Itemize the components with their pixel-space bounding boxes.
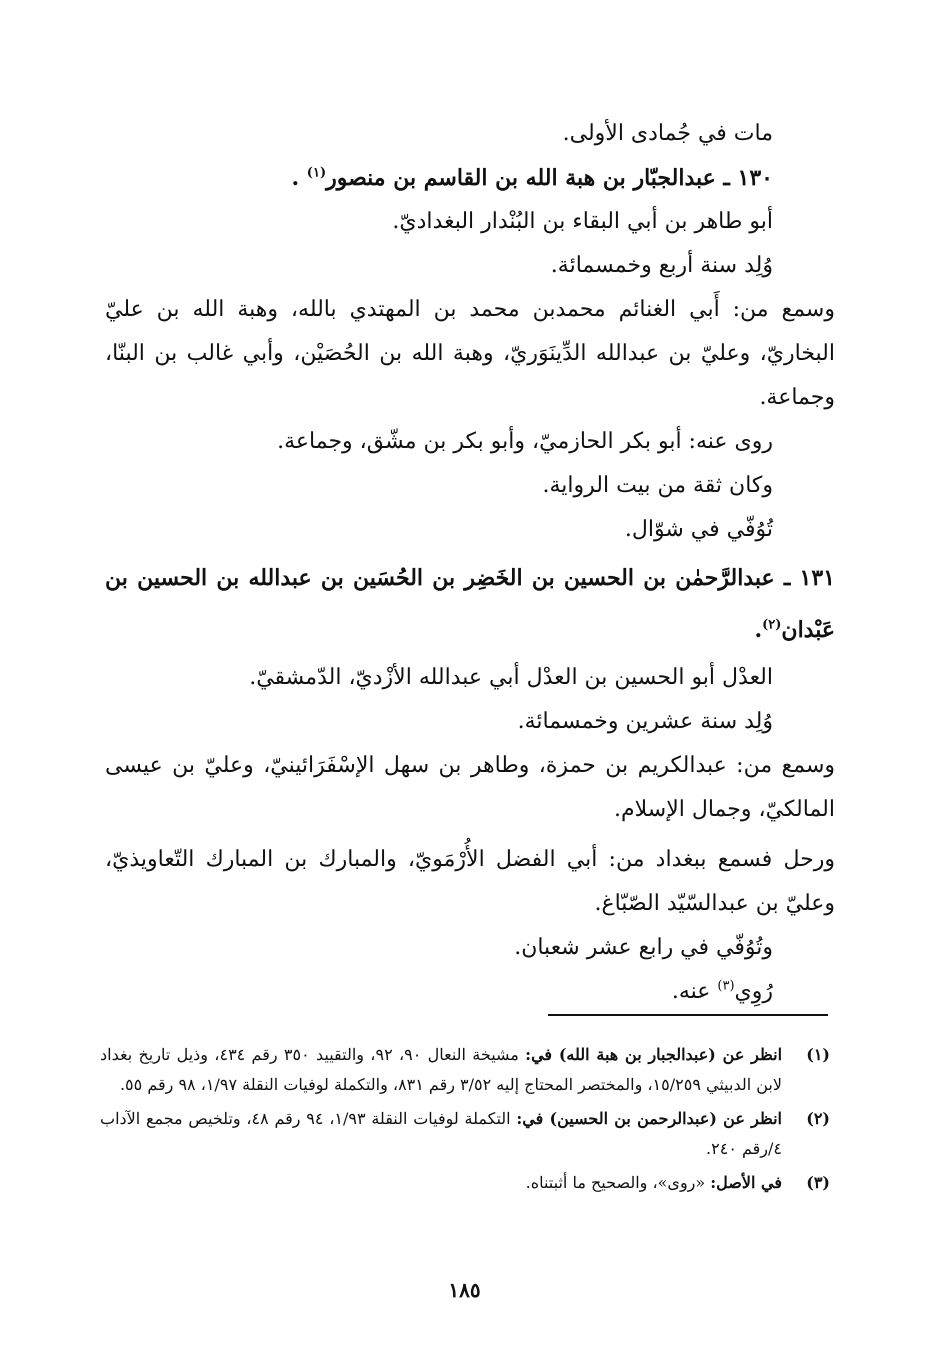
- footnote-lead: في الأصل:: [710, 1173, 782, 1192]
- entry-name: ـ عبدالرَّحمٰن بن الحسين بن الخَضِر بن الحُسَين بن عبدالله بن الحسين بن عَبْدان: [105, 565, 835, 643]
- footnote-lead: انظر عن (عبدالجبار بن هبة الله) في:: [525, 1045, 783, 1064]
- entry-131-heading: [105, 552, 835, 656]
- footnote-ref: (١): [306, 165, 327, 181]
- entry-name: ـ عبدالجبّار بن هبة الله بن القاسم بن منصور: [326, 165, 730, 191]
- footnote: [100, 1040, 830, 1100]
- entry-end: .: [754, 617, 763, 643]
- main-text: [105, 112, 835, 1014]
- footnote-text: [100, 1104, 782, 1164]
- text-line: العدْل أبو الحسين بن العدْل أبي عبدالله الأزْديّ، الدّمشقيّ.: [249, 665, 773, 690]
- footnote: [100, 1104, 830, 1164]
- text-line: تُوُفّي في شوّال.: [624, 517, 773, 542]
- footnote-text: [100, 1168, 782, 1198]
- footnote-ref: (٢): [762, 617, 782, 633]
- narrated-word: رُوِي: [734, 979, 773, 1004]
- entry-end: .: [291, 165, 307, 191]
- footnote-separator: [548, 1014, 828, 1016]
- footnotes: [100, 1040, 830, 1202]
- text-end: عنه.: [671, 979, 718, 1004]
- paragraph-travelled: ورحل فسمع ببغداد من: أبي الفضل الأُرْمَويّ، والمبارك بن المبارك التّعاويذيّ، وعليّ بن عبدالسّيّد الصّبّاغ.: [105, 847, 835, 916]
- footnote-body: مشيخة النعال ٩٠، ٩٢، والتقييد ٣٥٠ رقم ٤٣٤، وذيل تاريخ بغداد لابن الدبيثي ١٥/٢٥٩، والمختصر المحتاج إليه ٣/٥٢ رقم ٨٣١، والتكملة لوفيات النقلة ١/٩٧، ٩٨ رقم ٥٥.: [100, 1045, 782, 1094]
- paragraph-heard-from: وسمع من: أَبي الغنائم محمدبن محمد بن المهتدي بالله، وهبة الله بن عليّ البخاريّ، وعليّ بن عبدالله الدِّينَوَريّ، وهبة الله بن الحُصَيْن، وأبي غالب بن البنّا، وجماعة.: [105, 297, 835, 410]
- footnote-number: (٣): [806, 1173, 830, 1192]
- entry-number: ١٣١: [799, 565, 835, 591]
- paragraph-heard-from: وسمع من: عبدالكريم بن حمزة، وطاهر بن سهل الإسْفَرَائينيّ، وعليّ بن عيسى المالكيّ، وجمال الإسلام.: [105, 753, 835, 822]
- text-line: أبو طاهر بن أبي البقاء بن البُنْدار البغداديّ.: [392, 209, 773, 234]
- text-line: وكان ثقة من بيت الرواية.: [542, 473, 773, 498]
- text-line: وتُوُفّي في رابع عشر شعبان.: [514, 935, 773, 960]
- entry-number: ١٣٠: [737, 165, 773, 191]
- text-line: مات في جُمادى الأولى.: [562, 121, 773, 146]
- footnote-lead: انظر عن (عبدالرحمن بن الحسين) في:: [516, 1109, 782, 1128]
- footnote-number: (١): [806, 1045, 830, 1064]
- page-number: ١٨٥: [448, 1278, 481, 1302]
- footnote-body: التكملة لوفيات النقلة ١/٩٣، ٩٤ رقم ٤٨، وتلخيص مجمع الآداب ٤/رقم ٢٤٠.: [100, 1109, 782, 1158]
- footnote-body: «روى»، والصحيح ما أثبتناه.: [525, 1173, 711, 1192]
- footnote-text: [100, 1040, 782, 1100]
- text-line: روى عنه: أبو بكر الحازميّ، وأبو بكر بن مشّق، وجماعة.: [277, 429, 773, 454]
- text-line: وُلِد سنة عشرين وخمسمائة.: [517, 709, 773, 734]
- footnote-ref: (٣): [717, 978, 735, 994]
- footnote: [100, 1168, 830, 1198]
- footnote-number: (٢): [806, 1109, 830, 1128]
- entry-130-heading: [105, 156, 835, 200]
- text-line: وُلِد سنة أربع وخمسمائة.: [550, 253, 773, 278]
- text-line: [105, 970, 835, 1014]
